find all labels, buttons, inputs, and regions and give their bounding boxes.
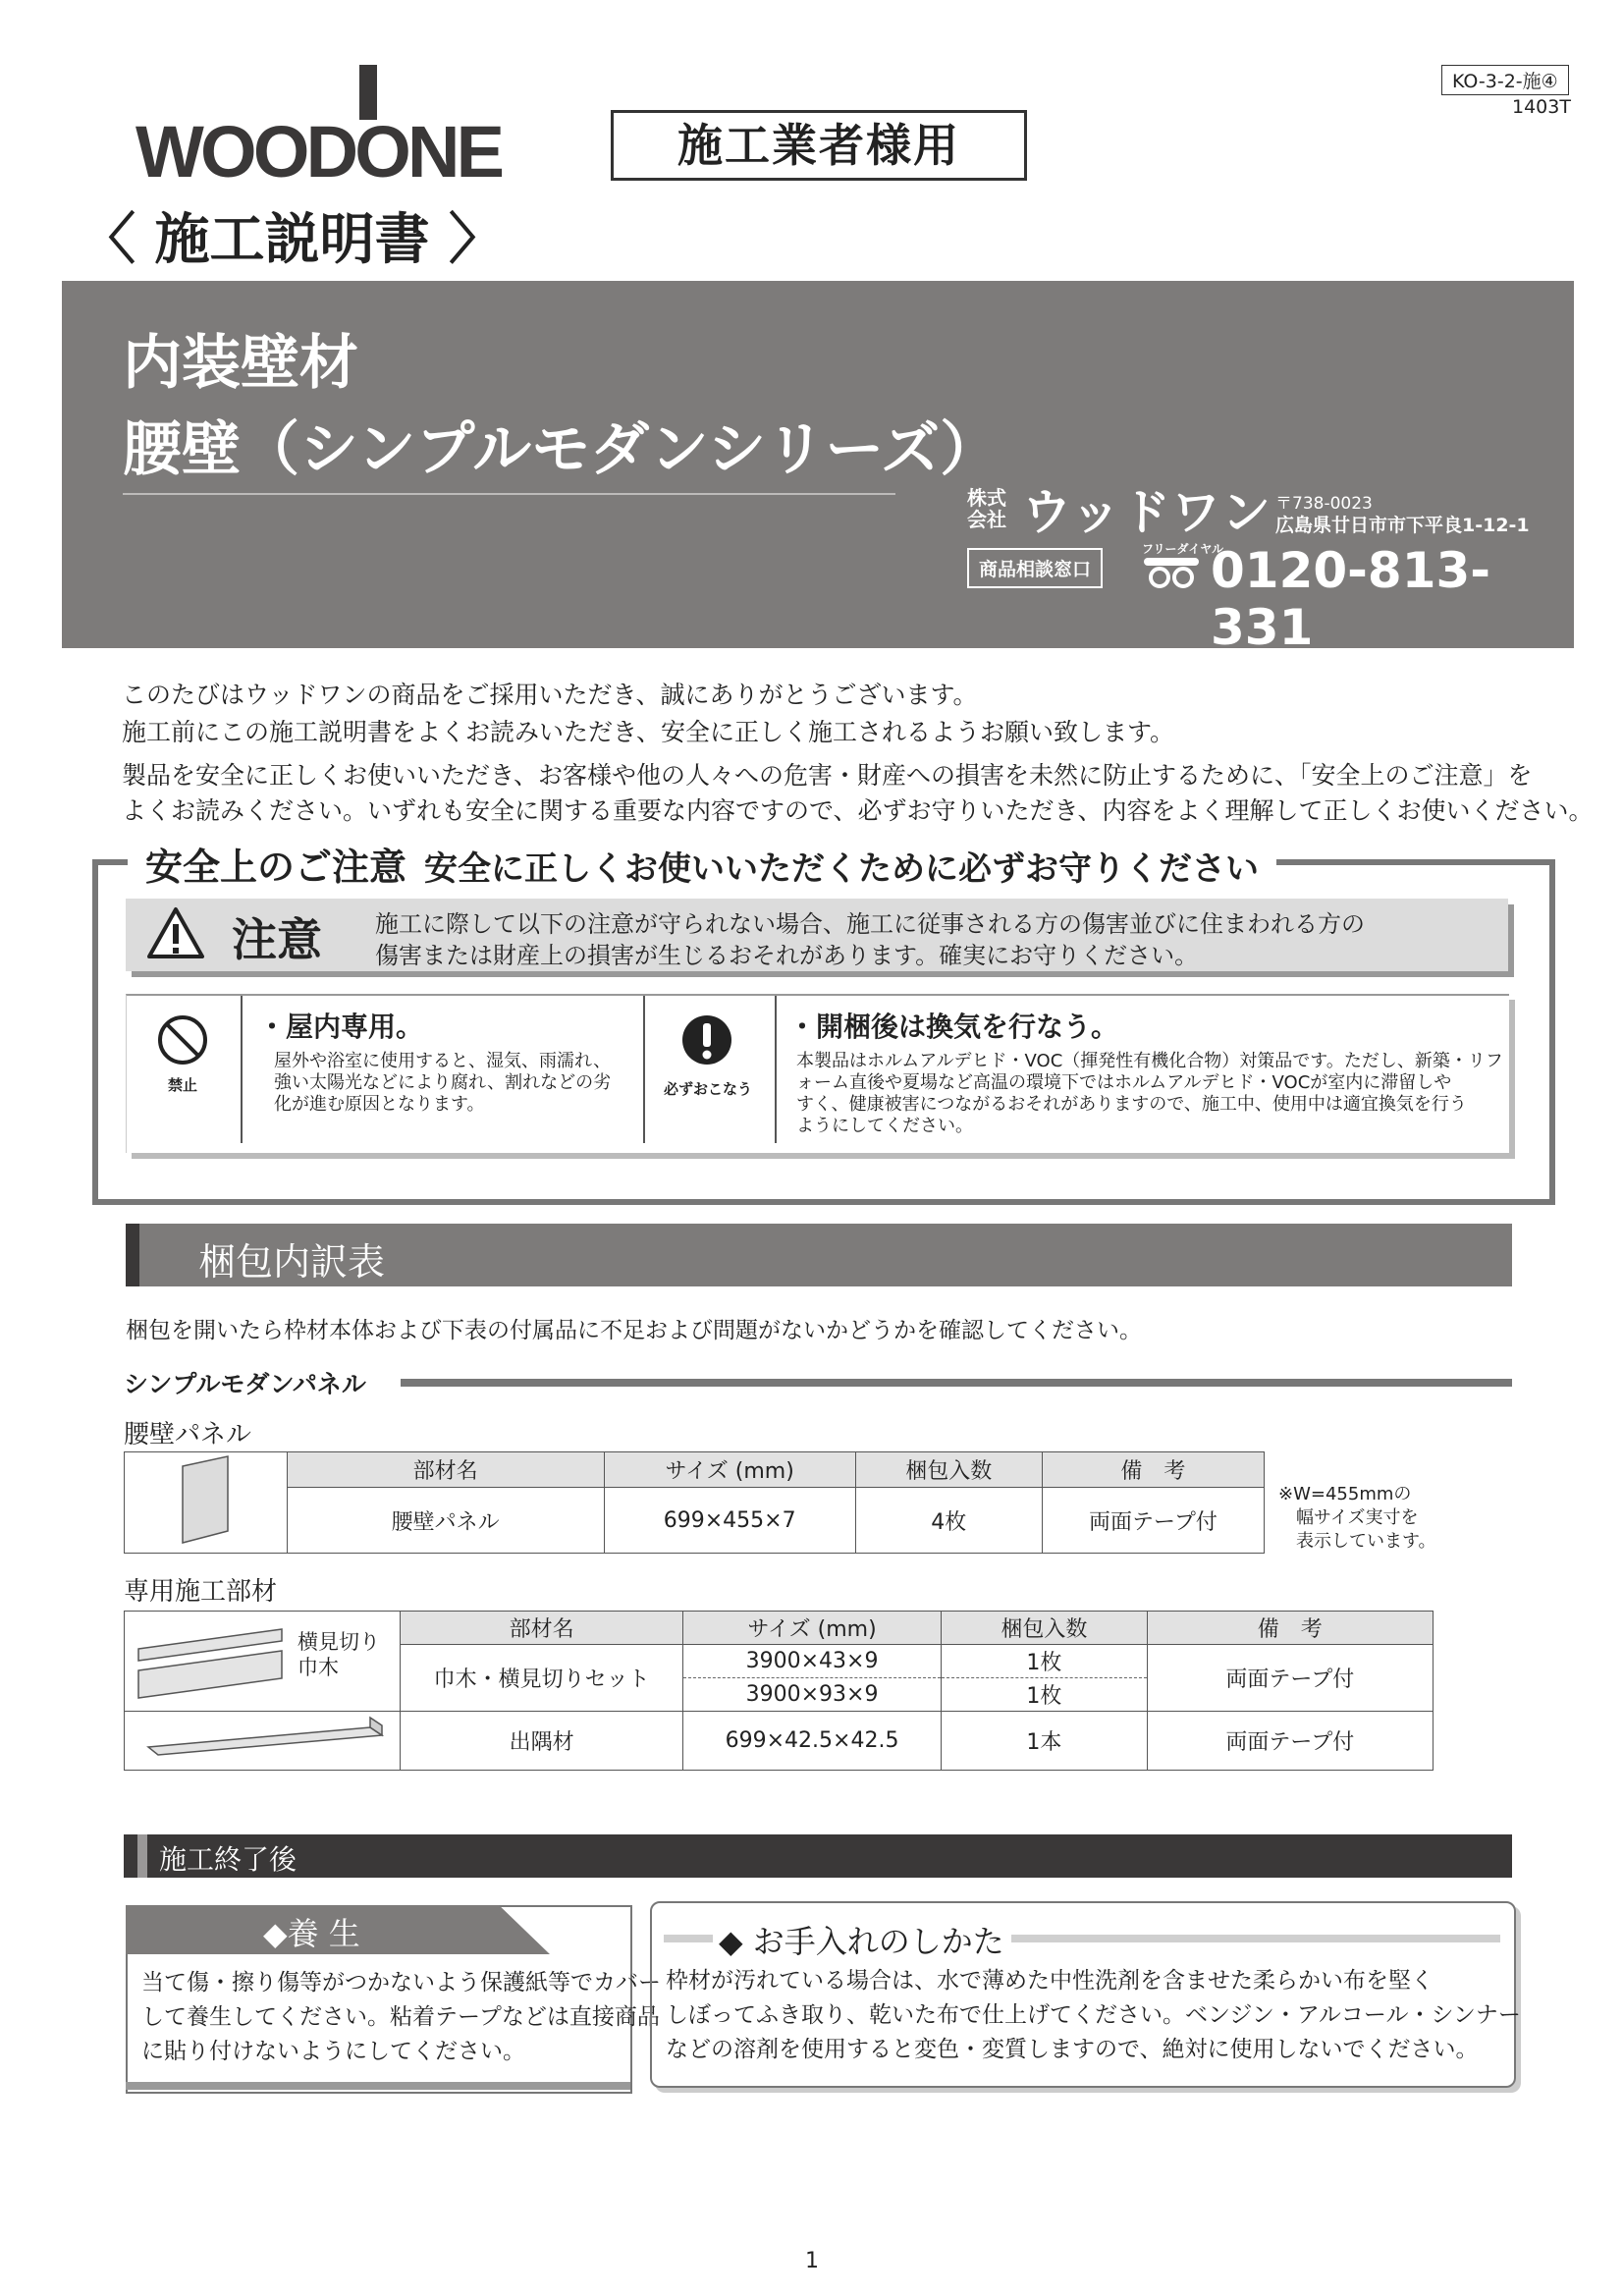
care-title: ◆養 生 (263, 1915, 360, 1952)
panel-cell: 腰壁パネル (287, 1488, 604, 1554)
section-accent (126, 1224, 139, 1286)
rule-divider (643, 996, 645, 1143)
safety-title: 安全上のご注意 (145, 846, 407, 889)
rule-2-title: ・開梱後は換気を行なう。 (788, 1011, 1119, 1043)
logo-text: WOODONE (135, 111, 505, 189)
rule-2-line: 本製品はホルムアルデヒド・VOC（揮発性有機化合物）対策品です。ただし、新築・リフ (796, 1051, 1503, 1071)
col-header: 備 考 (1042, 1452, 1264, 1488)
parts-label-line: 横見切り (298, 1630, 380, 1654)
caution-word: 注意 (232, 913, 322, 966)
parts-cell: 出隅材 (401, 1712, 682, 1771)
maintenance-line: などの溶剤を使用すると変色・変質しますので、絶対に使用しないでください。 (666, 2037, 1479, 2062)
col-header: 部材名 (287, 1452, 604, 1488)
care-box-base (126, 2082, 630, 2090)
section-accent (137, 1834, 147, 1878)
parts-cell: 両面テープ付 (1147, 1712, 1433, 1771)
consult-label: 商品相談窓口 (967, 548, 1103, 588)
safety-heading (128, 837, 1276, 891)
parts-cell: 1本 (942, 1712, 1147, 1771)
panel-note-line: ※W=455mmの (1278, 1484, 1412, 1504)
packing-section-title: 梱包内訳表 (198, 1240, 386, 1284)
rule-divider (241, 996, 243, 1143)
rule-1-line: 化が進む原因となります。 (274, 1094, 485, 1115)
intro-line-1: このたびはウッドワンの商品をご採用いただき、誠にありがとうございます。 (122, 681, 978, 709)
parts-image-cell (125, 1612, 401, 1712)
parts-title: 専用施工部材 (124, 1577, 278, 1607)
company-prefix: 株式会社 (967, 486, 1006, 531)
panel-cell: 両面テープ付 (1042, 1488, 1264, 1554)
care-line: 当て傷・擦り傷等がつかないよう保護紙等でカバー (141, 1970, 661, 1995)
parts-cell: 699×42.5×42.5 (682, 1712, 941, 1771)
product-name: 腰壁（シンプルモダンシリーズ） (123, 415, 1000, 484)
rule-1-body (274, 1051, 611, 1116)
panel-cell: 699×455×7 (604, 1488, 855, 1554)
product-category: 内装壁材 (123, 329, 358, 398)
maintenance-rule-right (1011, 1935, 1500, 1942)
company-address: 広島県廿日市市下平良1-12-1 (1275, 515, 1530, 536)
panel-image-cell (125, 1452, 288, 1554)
col-header: サイズ (mm) (682, 1612, 941, 1645)
panel-illustration (171, 1452, 240, 1547)
series-rule (401, 1379, 1512, 1387)
rule-1-title: ・屋内専用。 (258, 1011, 424, 1043)
rule-2-body (796, 1051, 1503, 1137)
audience-label: 施工業者様用 (611, 110, 1027, 181)
intro-line-4: よくお読みください。いずれも安全に関する重要な内容ですので、必ずお守りいただき、内容をよく理解して正しくお使いください。 (122, 796, 1594, 825)
product-banner (62, 281, 1574, 656)
safety-subtitle: 安全に正しくお使いいただくために必ずお守りください (424, 849, 1260, 889)
maintenance-line: しぼってふき取り、乾いた布で仕上げてください。ベンジン・アルコール・シンナー (666, 2002, 1521, 2028)
rule-1-line: 屋外や浴室に使用すると、湿気、雨濡れ、 (274, 1051, 612, 1071)
manual-title: 〈 施工説明書 〉 (81, 208, 504, 272)
care-line: に貼り付けないようにしてください。 (141, 2039, 525, 2064)
document-revision: 1403T (1512, 96, 1571, 118)
caution-bar (126, 899, 1508, 971)
parts-image-label (298, 1629, 380, 1680)
col-header: 梱包入数 (942, 1612, 1147, 1645)
parts-cell: 巾木・横見切りセット (401, 1645, 682, 1712)
rule-2-line: ォーム直後や夏場など高温の環境下ではホルムアルデヒド・VOCが室内に滞留しや (796, 1072, 1452, 1093)
maintenance-line: 枠材が汚れている場合は、水で薄めた中性洗剤を含ませた柔らかい布を堅く (666, 1968, 1434, 1994)
prohibited-label: 禁止 (167, 1076, 197, 1094)
safety-rules (126, 994, 1509, 1153)
corner-trim-illustration (135, 1714, 390, 1763)
mandatory-label: 必ずおこなう (663, 1080, 752, 1098)
postal-code: 〒738-0023 (1275, 494, 1373, 514)
intro-line-3: 製品を安全に正しくお使いいただき、お客様や他の人々への危害・財産への損害を未然に防止するために、「安全上のご注意」を (122, 761, 1533, 790)
parts-cell: 両面テープ付 (1147, 1645, 1433, 1712)
care-body (141, 1966, 661, 2069)
after-section-title: 施工終了後 (159, 1843, 298, 1876)
woodone-logo (135, 61, 509, 189)
panel-note-line: 表示しています。 (1296, 1531, 1436, 1552)
parts-image-cell (125, 1712, 401, 1771)
panel-cell: 4枚 (855, 1488, 1042, 1554)
col-header: サイズ (mm) (604, 1452, 855, 1488)
parts-cell: 1枚 (942, 1678, 1147, 1712)
maintenance-body (666, 1964, 1521, 2067)
rule-1-line: 強い太陽光などにより腐れ、割れなどの劣 (274, 1072, 612, 1093)
caution-line-1: 施工に際して以下の注意が守られない場合、施工に従事される方の傷害並びに住まわれる方の (375, 910, 1365, 938)
document-code: KO-3-2-施④ (1441, 65, 1569, 95)
parts-label-line: 巾木 (298, 1656, 339, 1679)
panel-table (124, 1451, 1265, 1554)
mandatory-icon (680, 1013, 733, 1066)
series-title: シンプルモダンパネル (124, 1370, 366, 1398)
maintenance-rule-left (664, 1935, 713, 1942)
banner-divider (123, 493, 895, 495)
rule-divider (775, 996, 777, 1143)
panel-title: 腰壁パネル (124, 1420, 252, 1449)
parts-cell: 3900×93×9 (682, 1678, 941, 1712)
col-header: 部材名 (401, 1612, 682, 1645)
freedial-icon (1142, 556, 1201, 589)
company-name: ウッドワン (1022, 484, 1271, 541)
phone-number: 0120-813-331 (1211, 542, 1491, 656)
prohibited-icon (156, 1013, 209, 1066)
rule-2-line: ようにしてください。 (796, 1116, 973, 1136)
warning-triangle-icon (147, 906, 204, 959)
intro-line-2: 施工前にこの施工説明書をよくお読みいただき、安全に正しく施工されるようお願い致します。 (122, 718, 1175, 746)
rule-2-line: すく、健康被害につながるおそれがありますので、施工中、使用中は適宜換気を行う (796, 1094, 1467, 1115)
caution-line-2: 傷害または財産上の損害が生じるおそれがあります。確実にお守りください。 (375, 942, 1199, 969)
after-section-bar (124, 1834, 1512, 1878)
panel-note (1278, 1483, 1436, 1554)
panel-note-line: 幅サイズ実寸を (1296, 1507, 1419, 1528)
care-line: して養生してください。粘着テープなどは直接商品 (141, 2004, 660, 2030)
packing-section-bar (126, 1224, 1512, 1286)
col-header: 備 考 (1147, 1612, 1433, 1645)
page-number: 1 (805, 2249, 819, 2273)
parts-table (124, 1611, 1434, 1771)
col-header: 梱包入数 (855, 1452, 1042, 1488)
parts-cell: 3900×43×9 (682, 1645, 941, 1678)
baseboard-illustration (135, 1619, 292, 1708)
packing-description: 梱包を開いたら枠材本体および下表の付属品に不足および問題がないかどうかを確認してください。 (126, 1318, 1142, 1343)
freedial-label: フリーダイヤル (1142, 542, 1224, 556)
maintenance-title: ◆ お手入れのしかた (713, 1917, 1010, 1962)
parts-cell: 1枚 (942, 1645, 1147, 1678)
